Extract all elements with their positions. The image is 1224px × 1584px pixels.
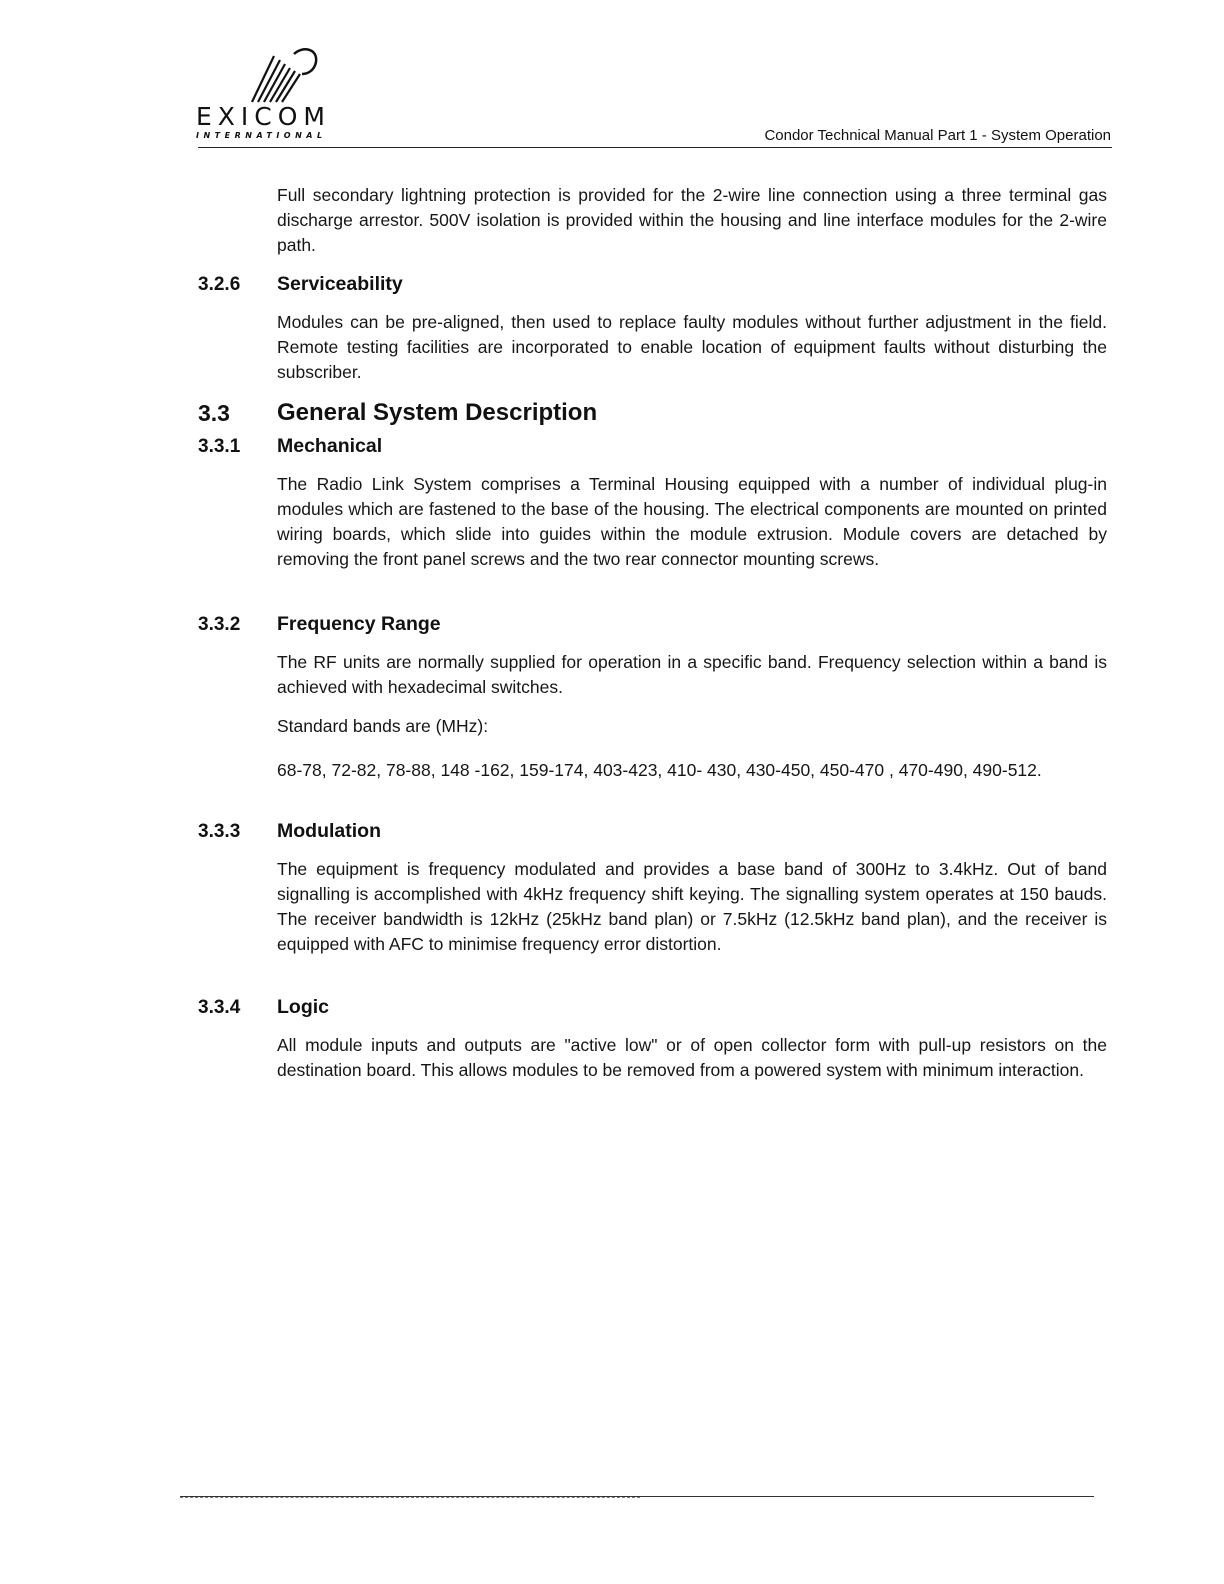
- logo-name: EXICOM: [196, 102, 331, 131]
- section-number-3-3-4: 3.3.4: [198, 997, 241, 1018]
- header-divider: [198, 147, 1112, 148]
- section-number-3-3-3: 3.3.3: [198, 821, 241, 842]
- section-title-general-system-description: General System Description: [277, 399, 598, 426]
- exicom-logo-icon: [248, 44, 328, 106]
- section-number-3-3-1: 3.3.1: [198, 436, 241, 457]
- section-title-frequency-range: Frequency Range: [277, 613, 441, 635]
- standard-bands-list: 68-78, 72-82, 78-88, 148 -162, 159-174, 403-423, 410- 430, 430-450, 450-470 , 470-490, 490-512.: [277, 760, 1042, 780]
- section-number-3-3: 3.3: [198, 400, 230, 426]
- section-title-modulation: Modulation: [277, 820, 381, 842]
- exicom-logo: [196, 44, 366, 144]
- footer-faded-text: [180, 1497, 640, 1502]
- section-number-3-2-6: 3.2.6: [198, 274, 241, 295]
- standard-bands-label: Standard bands are (MHz):: [277, 716, 489, 736]
- logic-paragraph: All module inputs and outputs are "active low" or of open collector form with pull-up resistors on the destination board. This allows modules to be removed from a powered system with minimum interaction.: [277, 1035, 1107, 1080]
- footer-divider: [180, 1496, 1094, 1497]
- modulation-paragraph: The equipment is frequency modulated and provides a base band of 300Hz to 3.4kHz. Out of band signalling is accomplished with 4kHz frequency shift keying. The signalling system operates at 150 bauds. The receiver bandwidth is 12kHz (25kHz band plan) or 7.5kHz (12.5kHz band plan), and the receiver is equipped with AFC to minimise frequency error distortion.: [277, 859, 1107, 954]
- intro-paragraph: Full secondary lightning protection is provided for the 2-wire line connection using a three terminal gas discharge arrestor. 500V isolation is provided within the housing and line interface modules for the 2-wire path.: [277, 185, 1107, 255]
- header-title: Condor Technical Manual Part 1 - System Operation: [764, 127, 1111, 144]
- serviceability-paragraph: Modules can be pre-aligned, then used to replace faulty modules without further adjustment in the field. Remote testing facilities are incorporated to enable location of equipment faults without disturbing the subscriber.: [277, 312, 1107, 382]
- section-title-mechanical: Mechanical: [277, 435, 383, 457]
- section-title-serviceability: Serviceability: [277, 273, 403, 295]
- frequency-range-paragraph: The RF units are normally supplied for operation in a specific band. Frequency selection within a band is achieved with hexadecimal switches.: [277, 652, 1107, 697]
- section-title-logic: Logic: [277, 996, 329, 1018]
- logo-subtitle: INTERNATIONAL: [196, 131, 327, 140]
- section-number-3-3-2: 3.3.2: [198, 614, 241, 635]
- mechanical-paragraph: The Radio Link System comprises a Terminal Housing equipped with a number of individual plug-in modules which are fastened to the base of the housing. The electrical components are mounted on printed wiring boards, which slide into guides within the module extrusion. Module covers are detached by removing the front panel screws and the two rear connector mounting screws.: [277, 474, 1107, 569]
